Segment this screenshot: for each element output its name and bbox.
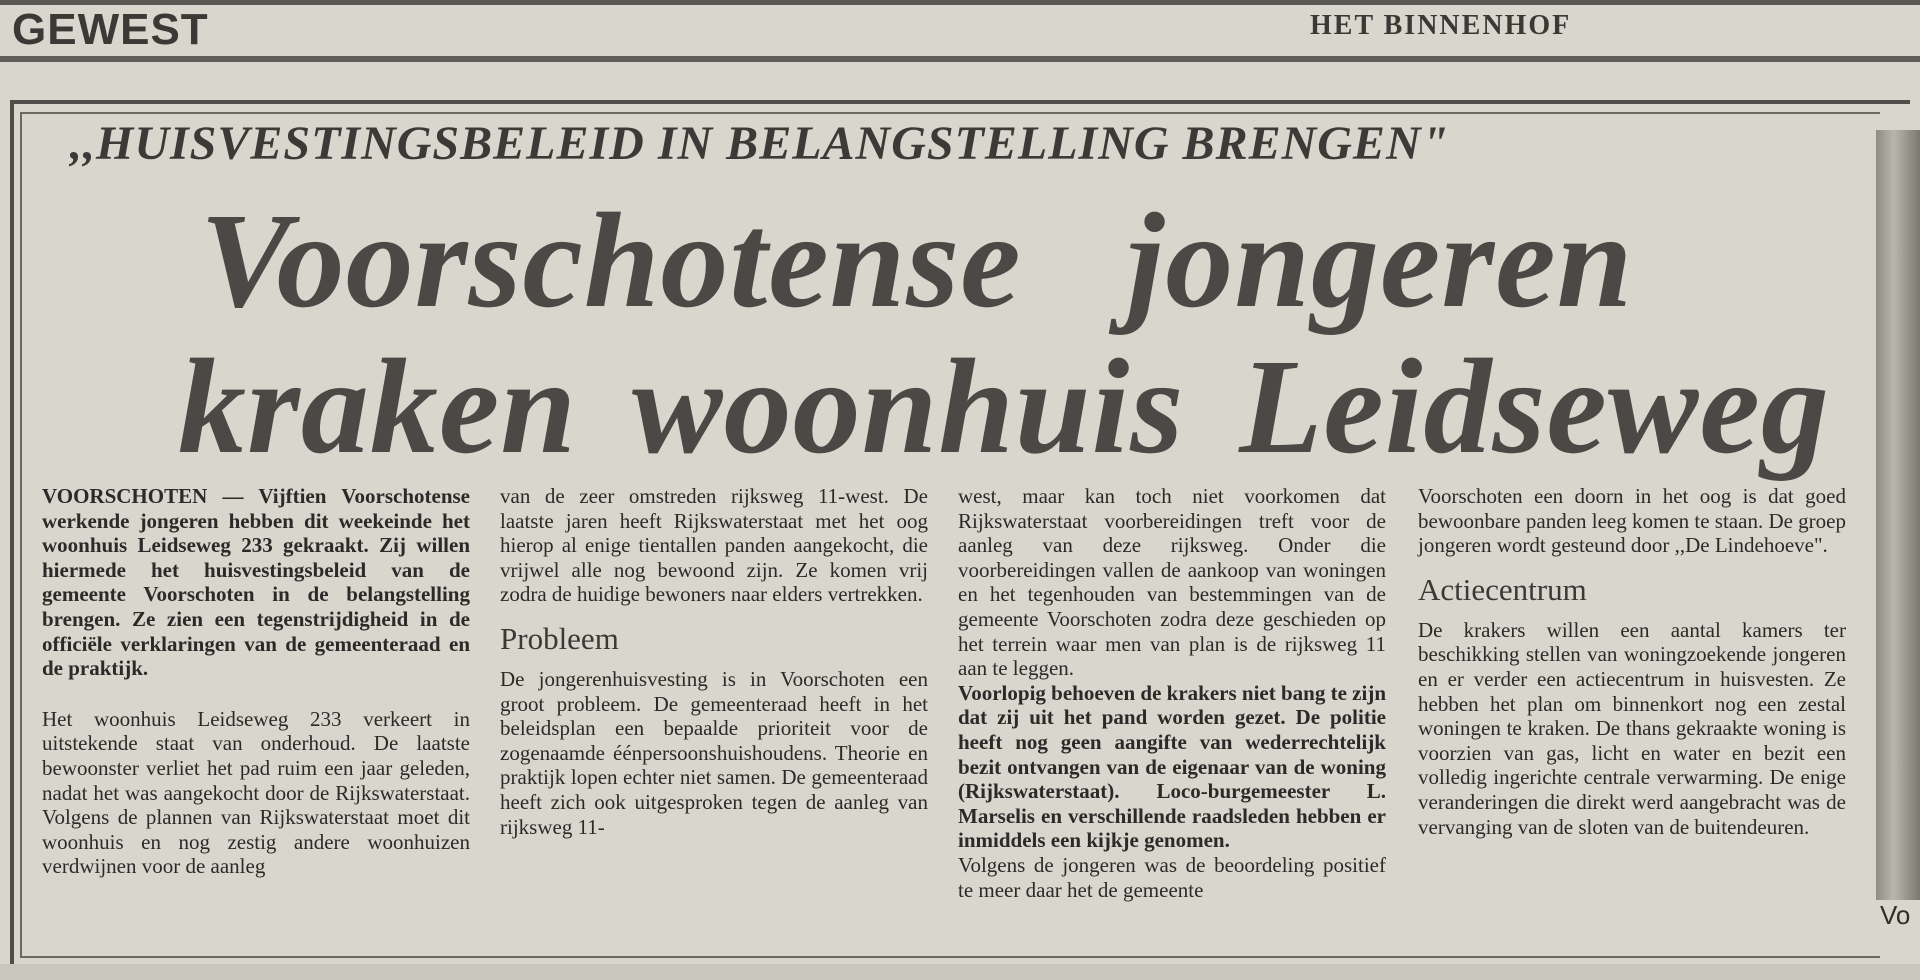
- paragraph-1: Het woonhuis Leidseweg 233 verkeert in uitstekende staat van onderhoud. De laatste bewoonster verliet het pad ruim een jaar geleden, nadat het was aangekocht door de Rijkswaterstaat. Volgens de plannen van Rijkswaterstaat moet dit woonhuis en nog zestig andere woonhuizen verdwijnen voor de aanleg: [42, 706, 470, 879]
- paragraph-6: Voorschoten een doorn in het oog is dat goed bewoonbare panden leeg komen te staan. De groep jongeren wordt gesteund door ,,De Lindehoeve".: [1418, 484, 1846, 558]
- column-2: [500, 484, 928, 839]
- masthead-bar: [0, 0, 1920, 62]
- bottom-margin: [0, 964, 1920, 980]
- article-kicker: ,,HUISVESTINGSBELEID IN BELANGSTELLING BRENGEN": [70, 117, 1450, 170]
- paragraph-3: De jongerenhuisvesting is in Voorschoten een groot probleem. De gemeenteraad heeft in het beleidsplan een bepaalde prioriteit voor de zogenaamde éénpersoonshuishoudens. Theorie en praktijk lopen echter niet samen. De gemeenteraad heeft zich ook uitgesproken tegen de aanleg van rijksweg 11-: [500, 666, 928, 839]
- adjacent-photo-strip: [1876, 130, 1920, 900]
- paragraph-7: De krakers willen een aantal kamers ter beschikking stellen van woningzoekende jongeren en er verder een actiecentrum in huisvesten. Ze hebben het plan om binnenkort nog een zestal woningen te kraken. De thans gekraakte woning is voorzien van gas, licht en water en bezit een volledig ingerichte centrale verwarming. De enige veranderingen die direkt werd aangebracht was de vervanging van de sloten van de buitendeuren.: [1418, 617, 1846, 839]
- masthead-rule: [0, 56, 1920, 62]
- column-1: [42, 484, 470, 879]
- paragraph-5-bold: Voorlopig behoeven de krakers niet bang te zijn dat zij uit het pand worden gezet. De politie heeft nog geen aangifte van wederrechtelijk bezit ontvangen van de eigenaar van de woning (Rijkswaterstaat). Loco-burgemeester L. Marselis en verschillende raadsleden hebben er inmiddels een kijkje genomen.: [958, 680, 1386, 853]
- subhead-actiecentrum: Actiecentrum: [1418, 571, 1587, 607]
- section-label: GEWEST: [12, 5, 209, 54]
- top-rule: [0, 0, 1920, 5]
- adjacent-photo-caption: Vo: [1880, 900, 1911, 930]
- column-4: [1418, 484, 1846, 839]
- column-3: [958, 484, 1386, 902]
- paragraph-2: van de zeer omstreden rijksweg 11-west. De laatste jaren heeft Rijkswaterstaat met het oog hierop al enige tientallen panden aangekocht, die vrijwel alle nog bewoond zijn. Ze komen vrij zodra de huidige bewoners naar elders vertrekken.: [500, 484, 928, 607]
- article-headline: [178, 186, 1840, 482]
- article-intro: VOORSCHOTEN — Vijftien Voorschotense werkende jongeren hebben dit weekeinde het woonhuis Leidseweg 233 gekraakt. Zij willen hiermede het huisvestingsbeleid van de gemeente Voorschoten in de belangstelling brengen. Ze zien een tegenstrijdigheid in de officiële verklaringen van de gemeenteraad en de praktijk.: [42, 484, 470, 681]
- paragraph-4: west, maar kan toch niet voorkomen dat Rijkswaterstaat voorbereidingen treft voor de aanleg van deze rijksweg. Onder die voorbereidingen vallen de aankoop van woningen en het tegenhouden van bestemmingen van de gemeente Voorschoten zodra deze geschieden op het terrein waar men van plan is de rijksweg 11 aan te leggen.: [958, 484, 1386, 681]
- paragraph-5-rest: Volgens de jongeren was de beoordeling positief te meer daar het de gemeente: [958, 852, 1386, 902]
- subhead-probleem: Probleem: [500, 620, 619, 656]
- running-head: HET BINNENHOF: [1310, 10, 1572, 41]
- headline-line-2: kraken woonhuis Leidseweg: [178, 332, 1830, 482]
- headline-line-1: Voorschotense jongeren: [200, 186, 1634, 336]
